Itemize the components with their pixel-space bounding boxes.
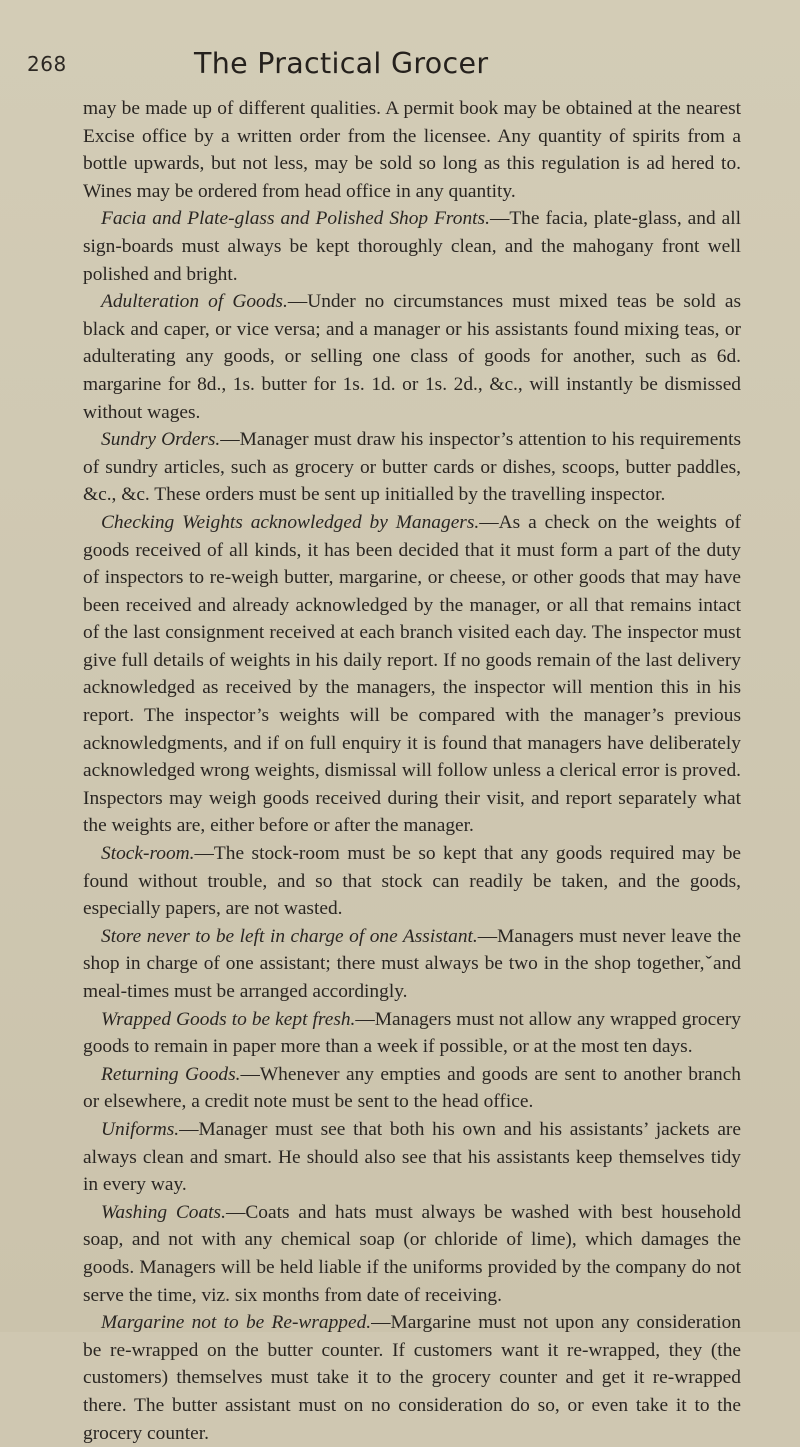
paragraph-heading: Wrapped Goods to be kept fresh. — [101, 1008, 356, 1030]
paragraph-text: —As a check on the weights of goods received of all kinds, it has been decided that it must form a part of the duty of inspectors to re-weigh butter, margarine, or cheese, or other goods that may have been received and already acknowledged by the manager, or all that remains intact of the last consignment received at each branch visited each day. The inspector must give full details of weights in his daily report. If no goods remain of the last delivery acknowledged as received by the managers, the inspector will mention this in his report. The inspector’s weights will be compared with the manager’s previous acknowledgments, and if on full enquiry it is found that managers have deliberately acknowledged wrong weights, dismissal will follow unless a clerical error is proved. Inspectors may weigh goods received during their visit, and report separately what the weights are, either before or after the manager. — [83, 511, 741, 837]
page-header — [27, 42, 742, 92]
paragraph-heading: Checking Weights acknowledged by Managers. — [101, 511, 480, 533]
paragraph-adulteration — [83, 288, 741, 426]
paragraph-heading: Washing Coats. — [101, 1201, 226, 1223]
paragraph-text: —Under no circumstances must mixed teas be sold as black and caper, or vice versa; and a manager or his assistants found mixing teas, or adulterating any goods, or selling one class of goods for another, such as 6d. margarine for 8d., 1s. butter for 1s. 1d. or 1s. 2d., &c., will instantly be dismissed without wages. — [83, 291, 741, 423]
paragraph-heading: Returning Goods. — [101, 1063, 241, 1085]
paragraph-text: —Managers must not allow any wrapped grocery goods to remain in paper more than a week if possible, or at the most ten days. — [83, 1008, 741, 1058]
paragraph-stock-room — [83, 840, 741, 923]
paragraph-washing-coats — [83, 1199, 741, 1309]
paragraph-heading: Facia and Plate-glass and Polished Shop Fronts. — [101, 208, 490, 230]
paragraph-heading: Sundry Orders. — [101, 429, 221, 451]
paragraph-heading: Stock-room. — [101, 843, 195, 865]
paragraph-text: —Coats and hats must always be washed with best household soap, and not with any chemical soap (or chloride of lime), which damages the goods. Managers will be held liable if the uniforms provided by the company do not serve the time, viz. six months from date of receiving. — [83, 1201, 741, 1306]
paragraph-heading: Adulteration of Goods. — [101, 291, 288, 313]
paragraph-returning-goods — [83, 1061, 741, 1116]
running-title: The Practical Grocer — [194, 47, 489, 80]
paragraph-heading: Margarine not to be Re-wrapped. — [101, 1312, 372, 1334]
intro-paragraph: may be made up of different qualities. A permit book may be obtained at the nearest Excise office by a written order from the licensee. Any quantity of spirits from a bottle upwards, but not less, may be sold so long as this regulation is ad hered to. Wines may be ordered from head office in any quantity. — [83, 98, 741, 202]
paragraph-wrapped-goods — [83, 1006, 741, 1061]
paragraph-text: —Margarine must not upon any consideration be re-wrapped on the butter counter. If customers want it re-wrapped, they (the customers) themselves must take it to the grocery counter and get it re-wrapped there. The butter assistant must on no consideration do so, or even take it to the grocery counter. — [83, 1312, 742, 1444]
page-number: 268 — [27, 52, 67, 76]
paragraph-text: —Whenever any empties and goods are sent to another branch or elsewhere, a credit note must be sent to the head office. — [83, 1063, 741, 1113]
paragraph-text: —The facia, plate-glass, and all sign-boards must always be kept thoroughly clean, and the mahogany front well polished and bright. — [83, 208, 741, 285]
paragraph-store-never-left — [83, 923, 741, 1006]
paragraph-text: —Managers must never leave the shop in charge of one assistant; there must always be two in the shop together,ˇand meal-times must be arranged accordingly. — [83, 925, 742, 1002]
paragraph-checking-weights — [83, 509, 741, 840]
paragraph-heading: Store never to be left in charge of one Assistant. — [101, 925, 478, 947]
paragraph-facia — [83, 205, 741, 288]
paragraph-margarine — [83, 1309, 741, 1447]
paragraph-uniforms — [83, 1116, 741, 1199]
paragraph-text: —The stock-room must be so kept that any goods required may be found without trouble, and so that stock can readily be taken, and the goods, especially papers, are not wasted. — [83, 843, 741, 920]
paragraph-text: —Manager must draw his inspector’s attention to his requirements of sundry articles, such as grocery or butter cards or dishes, scoops, butter paddles, &c., &c. These orders must be sent up initialled by the travelling inspector. — [83, 429, 742, 506]
paragraph-text: —Manager must see that both his own and his assistants’ jackets are always clean and smart. He should also see that his assistants keep themselves tidy in every way. — [83, 1118, 741, 1196]
paragraph-sundry-orders — [83, 426, 741, 509]
body-text — [83, 95, 741, 1447]
paragraph-heading: Uniforms. — [101, 1118, 180, 1140]
